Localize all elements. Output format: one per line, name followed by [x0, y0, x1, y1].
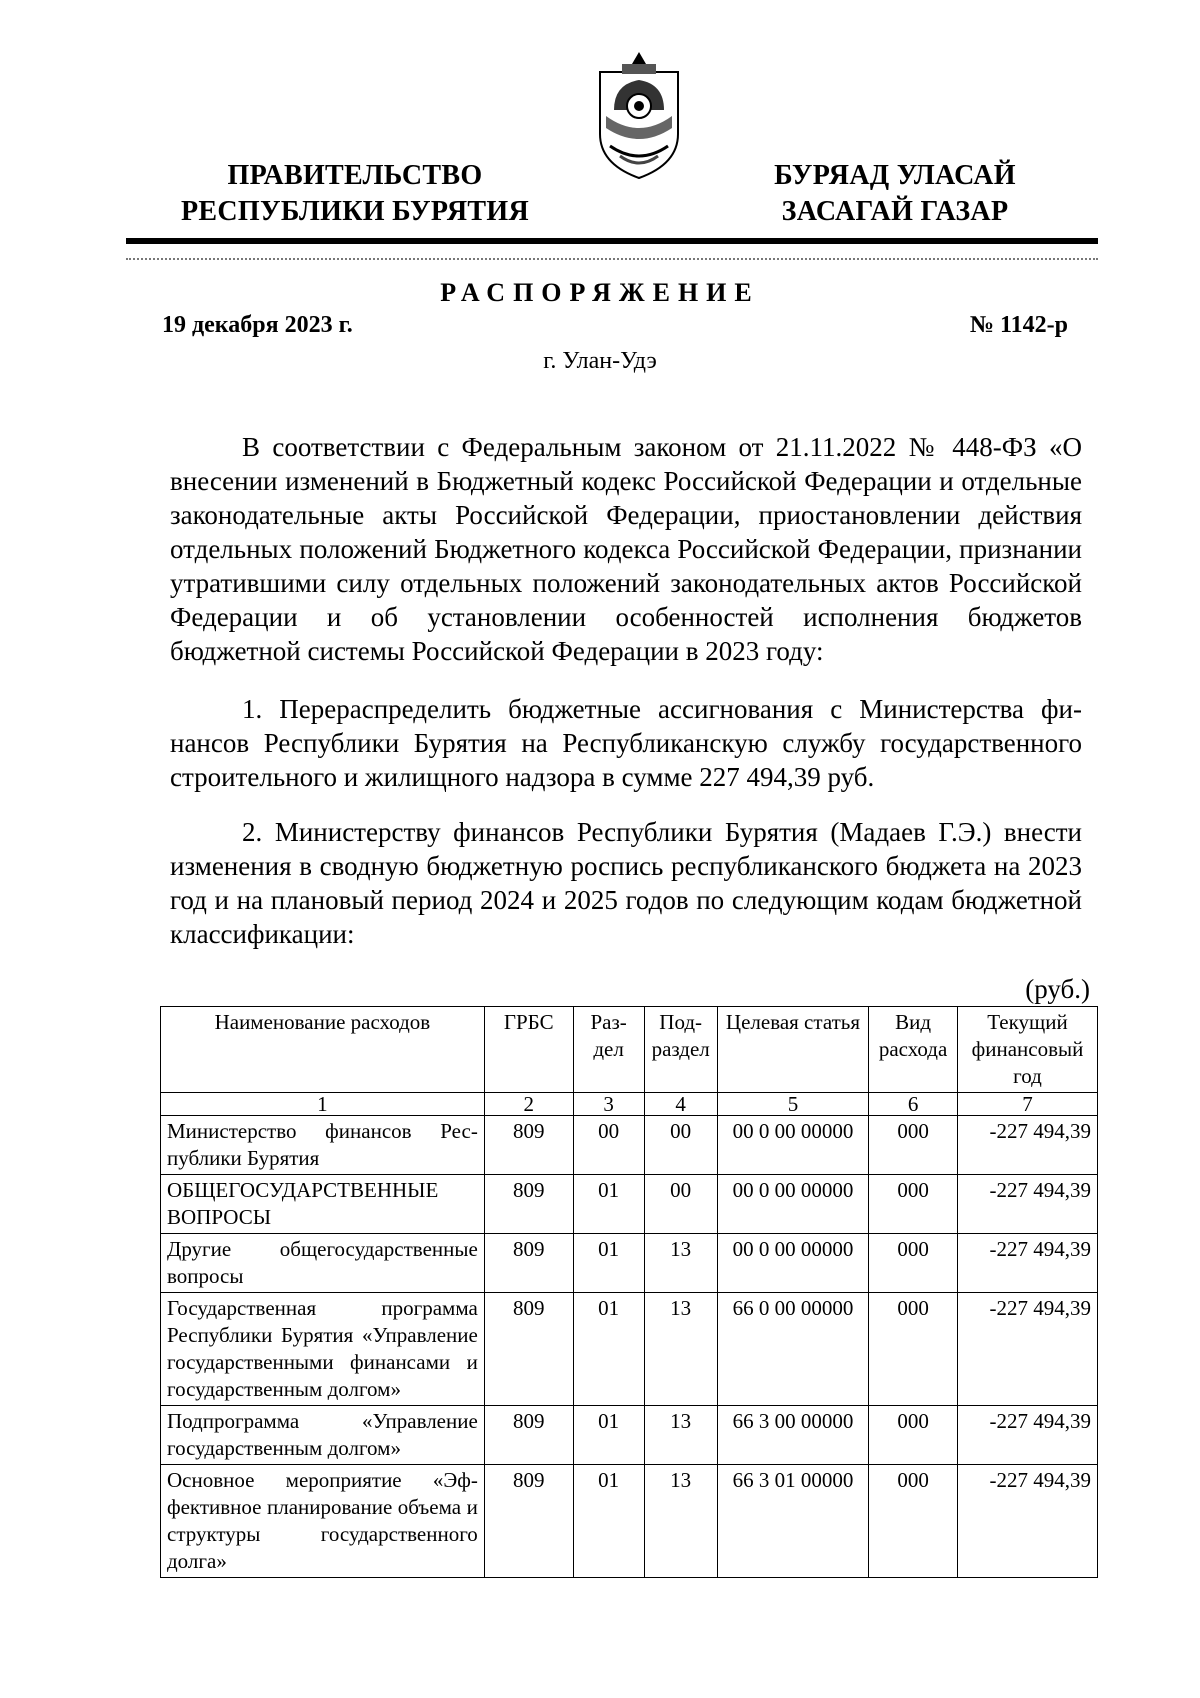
header-right	[750, 158, 1040, 230]
row-grbs-cell: 809	[484, 1406, 573, 1465]
header-left-line2: РЕСПУБЛИКИ БУРЯТИЯ	[181, 196, 529, 227]
row-name-cell: ОБЩЕГОСУДАРСТВЕННЫЕ ВОПРОСЫ	[161, 1175, 485, 1234]
row-grbs-cell: 809	[484, 1293, 573, 1406]
row-amount-cell: -227 494,39	[957, 1116, 1097, 1175]
table-row	[161, 1116, 1098, 1175]
header-divider	[126, 238, 1098, 244]
table-header-cell: Целевая статья	[717, 1007, 868, 1093]
row-target-cell: 66 0 00 00000	[717, 1293, 868, 1406]
table-header-row	[161, 1007, 1098, 1093]
row-section-cell: 01	[573, 1465, 644, 1578]
table-header-cell: Раздел	[573, 1007, 644, 1093]
row-amount-cell: -227 494,39	[957, 1293, 1097, 1406]
row-type-cell: 000	[869, 1406, 958, 1465]
row-name-cell: Подпрограмма «Управление государственным долгом»	[161, 1406, 485, 1465]
row-target-cell: 66 3 00 00000	[717, 1406, 868, 1465]
column-number: 1	[161, 1093, 485, 1116]
header-left-line1: ПРАВИТЕЛЬСТВО	[227, 160, 483, 191]
row-target-cell: 66 3 01 00000	[717, 1465, 868, 1578]
header-divider-dotted	[126, 258, 1098, 260]
table-column-numbers-row	[161, 1093, 1098, 1116]
table-header-cell: ГРБС	[484, 1007, 573, 1093]
row-target-cell: 00 0 00 00000	[717, 1116, 868, 1175]
row-type-cell: 000	[869, 1293, 958, 1406]
table-header-cell: Текущий финансовый год	[957, 1007, 1097, 1093]
column-number: 5	[717, 1093, 868, 1116]
header-left	[170, 158, 540, 230]
column-number: 3	[573, 1093, 644, 1116]
column-number: 7	[957, 1093, 1097, 1116]
table-header-cell: Вид расхода	[869, 1007, 958, 1093]
row-target-cell: 00 0 00 00000	[717, 1234, 868, 1293]
table-row	[161, 1293, 1098, 1406]
row-section-cell: 00	[573, 1116, 644, 1175]
header-right-line2: ЗАСАГАЙ ГАЗАР	[781, 196, 1009, 227]
document-title: РАСПОРЯЖЕНИЕ	[440, 278, 760, 307]
row-name-cell: Другие общегосударственные вопросы	[161, 1234, 485, 1293]
table-row	[161, 1406, 1098, 1465]
row-subsection-cell: 00	[644, 1175, 717, 1234]
row-subsection-cell: 13	[644, 1293, 717, 1406]
item-2-paragraph: 2. Министерству финансов Республики Бурятия (Мадаев Г.Э.) внести изменения в сводную бюджетную роспись республиканского бюджета на 2023 год и на плановый период 2024 и 2025 годов по следующим кодам бюджетной классификации:	[170, 817, 1082, 949]
row-name-cell: Государственная программа Республики Бурятия «Управление государственными финансами и государственным долгом»	[161, 1293, 485, 1406]
row-type-cell: 000	[869, 1175, 958, 1234]
row-name-cell: Министерство финансов Республики Бурятия	[161, 1116, 485, 1175]
row-amount-cell: -227 494,39	[957, 1465, 1097, 1578]
row-name-cell: Основное мероприятие «Эффективное планирование объема и структуры государственного долга»	[161, 1465, 485, 1578]
table-row	[161, 1175, 1098, 1234]
intro-paragraph: В соответствии с Федеральным законом от 21.11.2022 № 448-ФЗ «О внесении изменений в Бюджетный кодекс Российской Федерации и отдельные законодательные акты Российской Федерации, приостановлении действия отдельных положений Бюджетного кодекса Российской Федерации, признании утратившими силу отдельных положений законодательных актов Российской Федерации и об установлении особенностей исполнения бюджетов бюджетной системы Российской Федерации в 2023 году:	[170, 432, 1082, 666]
row-subsection-cell: 13	[644, 1406, 717, 1465]
row-type-cell: 000	[869, 1116, 958, 1175]
row-grbs-cell: 809	[484, 1116, 573, 1175]
row-amount-cell: -227 494,39	[957, 1406, 1097, 1465]
row-amount-cell: -227 494,39	[957, 1175, 1097, 1234]
column-number: 4	[644, 1093, 717, 1116]
row-grbs-cell: 809	[484, 1175, 573, 1234]
document-city: г. Улан-Удэ	[543, 348, 657, 374]
row-type-cell: 000	[869, 1234, 958, 1293]
row-grbs-cell: 809	[484, 1234, 573, 1293]
row-type-cell: 000	[869, 1465, 958, 1578]
table-header-cell: Наименование расходов	[161, 1007, 485, 1093]
row-target-cell: 00 0 00 00000	[717, 1175, 868, 1234]
column-number: 6	[869, 1093, 958, 1116]
row-section-cell: 01	[573, 1406, 644, 1465]
table-row	[161, 1465, 1098, 1578]
row-grbs-cell: 809	[484, 1465, 573, 1578]
row-subsection-cell: 00	[644, 1116, 717, 1175]
header-right-line1: БУРЯАД УЛАСАЙ	[774, 160, 1016, 191]
budget-table	[160, 1006, 1098, 1578]
row-subsection-cell: 13	[644, 1465, 717, 1578]
document-number: № 1142-р	[969, 312, 1068, 338]
row-section-cell: 01	[573, 1175, 644, 1234]
row-subsection-cell: 13	[644, 1234, 717, 1293]
row-amount-cell: -227 494,39	[957, 1234, 1097, 1293]
document-date: 19 декабря 2023 г.	[162, 312, 353, 338]
item-1-paragraph: 1. Перераспределить бюджетные ассигнования с Министерства финансов Республики Бурятия на Республиканскую службу государственного строительного и жилищного надзора в сумме 227 494,39 руб.	[170, 694, 1082, 792]
row-section-cell: 01	[573, 1293, 644, 1406]
table-row	[161, 1234, 1098, 1293]
table-header-cell: Подраздел	[644, 1007, 717, 1093]
coat-of-arms-icon	[592, 50, 686, 182]
column-number: 2	[484, 1093, 573, 1116]
row-section-cell: 01	[573, 1234, 644, 1293]
table-unit: (руб.)	[1025, 974, 1090, 1004]
